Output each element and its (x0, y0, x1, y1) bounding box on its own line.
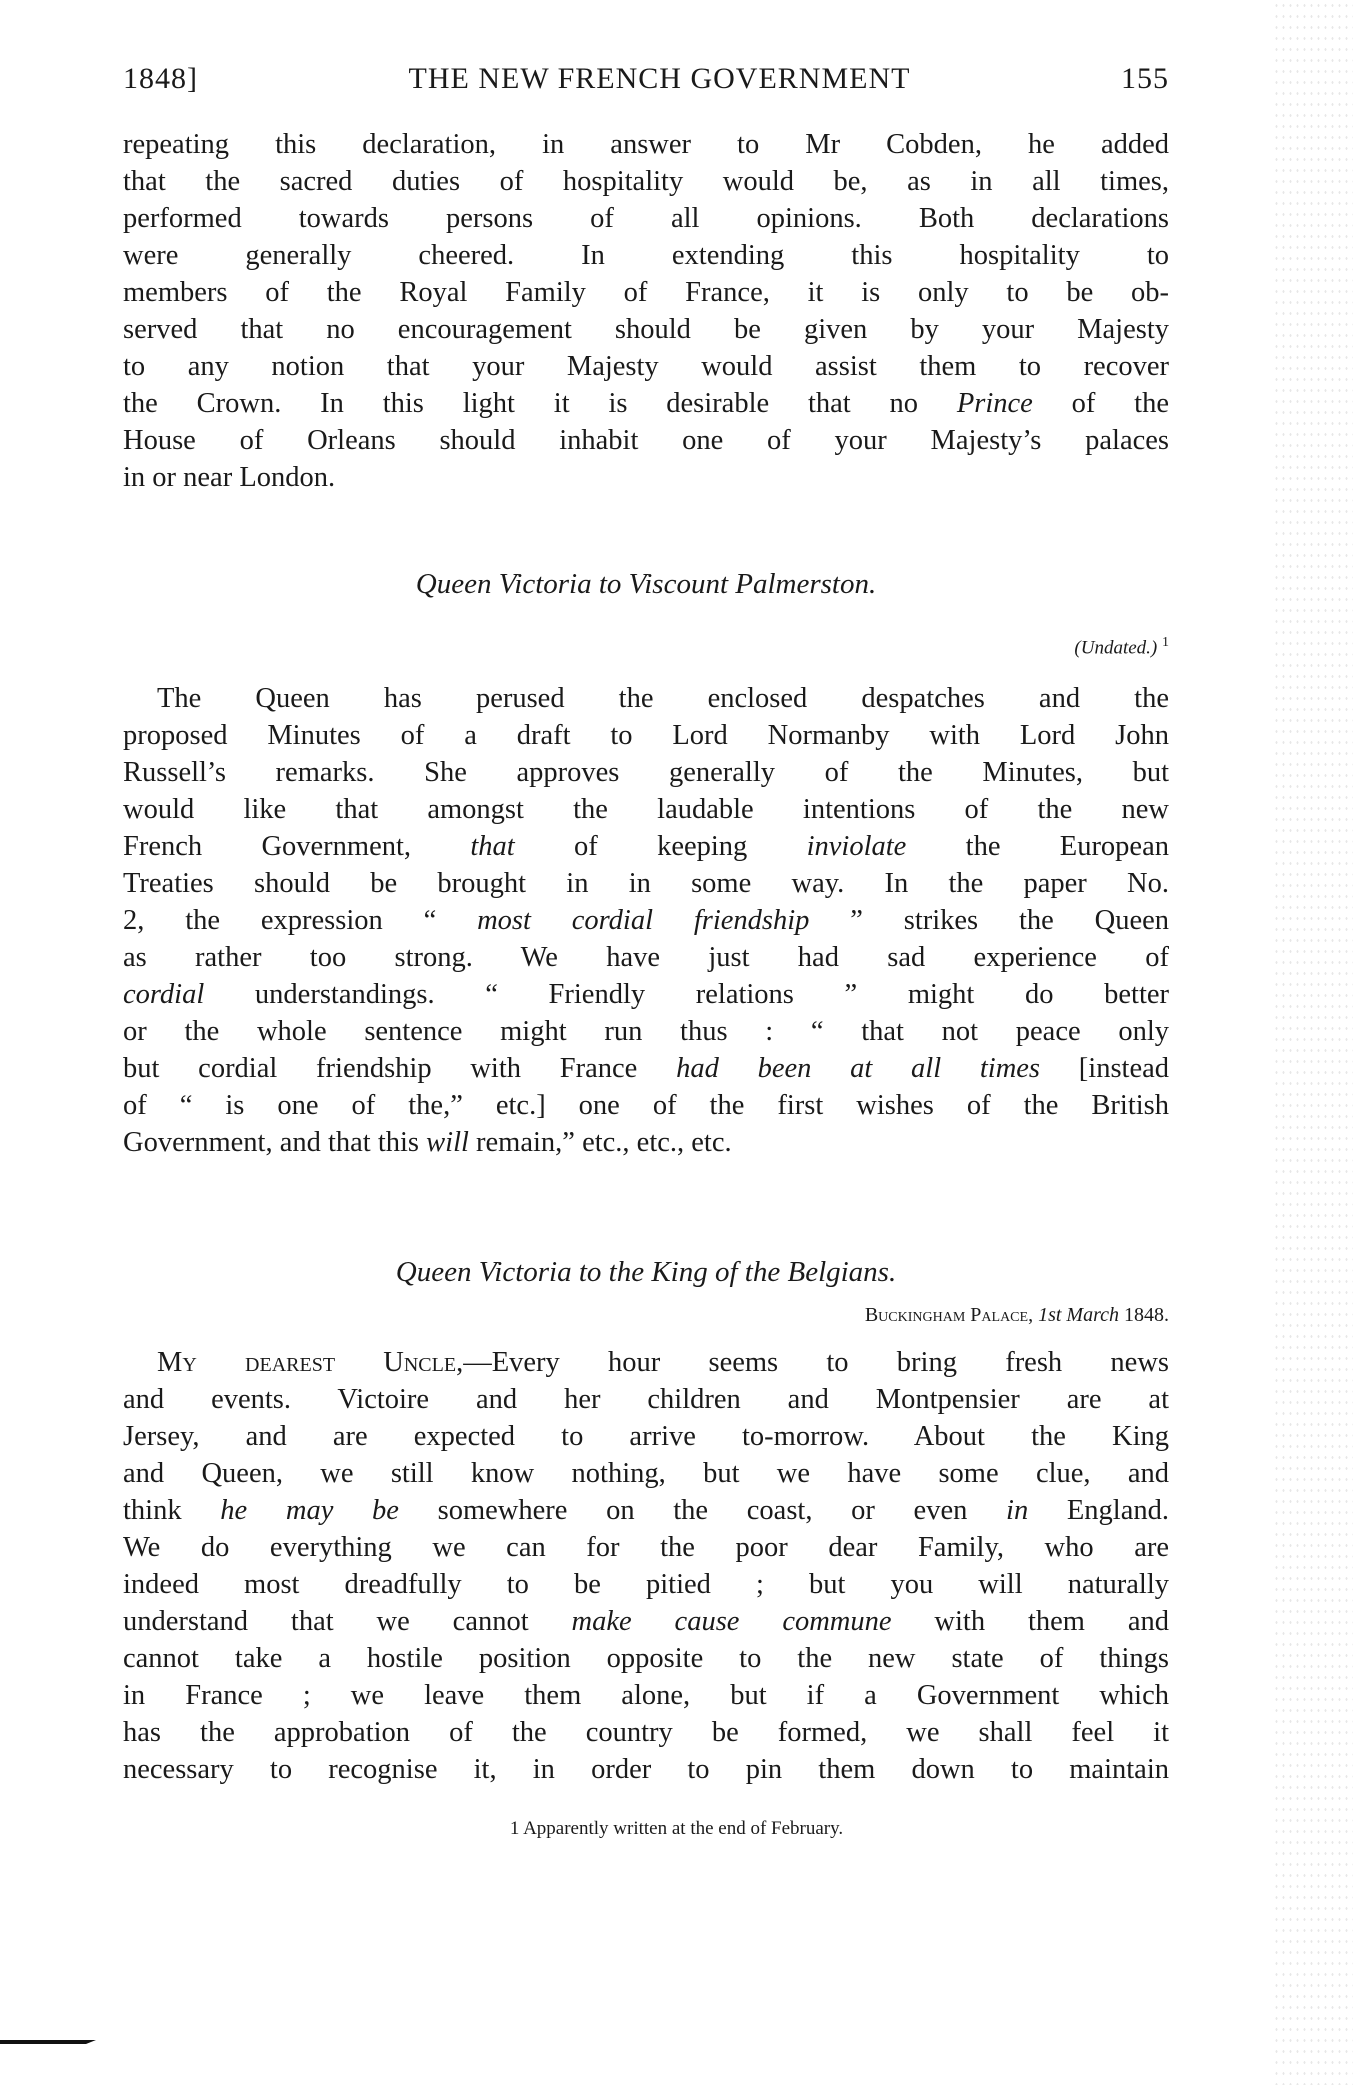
letter-dateline (1074, 635, 1169, 659)
text-segment: understand that we cannot (123, 1606, 572, 1637)
text-line (123, 1344, 1169, 1381)
scan-edge-mark (0, 2040, 96, 2044)
header-title: THE NEW FRENCH GOVERNMENT (408, 62, 911, 95)
text-line (123, 1529, 1169, 1566)
text-segment: ” strikes the Queen (809, 905, 1169, 936)
dateline-text: (Undated.) (1074, 637, 1158, 659)
italic-text: inviolate (806, 831, 907, 862)
footnote-number: 1 (509, 1818, 520, 1839)
footnote-ref: 1 (1162, 635, 1169, 650)
text-segment: the Crown. In this light it is desirable that no (123, 388, 957, 419)
place: Buckingham Palace, (864, 1304, 1034, 1326)
text-segment: of “ is one of the,” etc.] one of the first wishes of the British (123, 1090, 1169, 1121)
text-line (123, 1603, 1169, 1640)
text-line (123, 1714, 1169, 1751)
text-line (123, 1381, 1169, 1418)
footnote-text: Apparently written at the end of February. (523, 1818, 844, 1839)
text-segment: —Every hour seems to bring fresh news (463, 1347, 1169, 1378)
text-segment: in France ; we leave them alone, but if a Government which (123, 1680, 1169, 1711)
text-line (123, 126, 1169, 163)
running-header (123, 62, 1169, 96)
text-line (123, 1492, 1169, 1529)
text-segment: Russell’s remarks. She approves generally of the Minutes, but (123, 757, 1169, 788)
text-segment: Government, and that this (123, 1127, 427, 1158)
text-line (123, 1640, 1169, 1677)
text-segment: that the sacred duties of hospitality would be, as in all times, (123, 166, 1169, 197)
text-line (123, 348, 1169, 385)
text-segment: performed towards persons of all opinions. Both declarations (123, 203, 1169, 234)
text-line (123, 1566, 1169, 1603)
date-month: March (1066, 1304, 1119, 1326)
text-segment: to any notion that your Majesty would assist them to recover (123, 351, 1169, 382)
page-number: 155 (1121, 62, 1169, 95)
text-segment: cannot take a hostile position opposite to the new state of things (123, 1643, 1169, 1674)
text-line (123, 1124, 1169, 1161)
text-segment: with them and (891, 1606, 1170, 1637)
text-segment: We do everything we can for the poor dear Family, who are (123, 1532, 1169, 1563)
text-segment: indeed most dreadfully to be pitied ; but you will naturally (123, 1569, 1169, 1600)
text-line (123, 422, 1169, 459)
text-line (123, 1087, 1169, 1124)
text-segment: remain,” etc., etc., etc. (468, 1127, 732, 1158)
text-line (123, 939, 1169, 976)
text-segment: and events. Victoire and her children and Montpensier are at (123, 1384, 1169, 1415)
footnote (0, 1818, 1353, 1840)
text-line (123, 865, 1169, 902)
letter-heading-palmerston: Queen Victoria to Viscount Palmerston. (415, 568, 877, 600)
text-line (123, 459, 1169, 496)
letter-place-date (865, 1304, 1169, 1327)
date-year: 1848. (1124, 1304, 1169, 1326)
text-line (123, 385, 1169, 422)
text-segment: House of Orleans should inhabit one of your Majesty’s palaces (123, 425, 1169, 456)
text-segment: Jersey, and are expected to arrive to-morrow. About the King (123, 1421, 1169, 1452)
text-segment: and Queen, we still know nothing, but we have some clue, and (123, 1458, 1169, 1489)
text-line (123, 274, 1169, 311)
text-segment: of the (1032, 388, 1169, 419)
text-segment: 2, the expression “ (123, 905, 478, 936)
text-segment: were generally cheered. In extending this hospitality to (123, 240, 1169, 271)
text-line (123, 1455, 1169, 1492)
text-line (123, 200, 1169, 237)
text-segment: or the whole sentence might run thus : “ that not peace only (123, 1016, 1169, 1047)
text-segment: French Government, (123, 831, 471, 862)
text-segment: members of the Royal Family of France, it is only to be ob- (123, 277, 1169, 308)
text-line (123, 237, 1169, 274)
italic-text: that (470, 831, 515, 862)
text-line (123, 717, 1169, 754)
text-segment: repeating this declaration, in answer to Mr Cobden, he added (123, 129, 1169, 160)
date-day: 1st (1038, 1304, 1062, 1326)
text-segment: as rather too strong. We have just had sad experience of (123, 942, 1169, 973)
letter-body-palmerston (123, 680, 1169, 1161)
text-segment: Treaties should be brought in in some way. In the paper No. (123, 868, 1169, 899)
italic-text: had been at all times (676, 1053, 1041, 1084)
text-segment: served that no encouragement should be given by your Majesty (123, 314, 1169, 345)
text-segment: My dearest Uncle, (157, 1347, 464, 1378)
text-line (123, 1751, 1169, 1788)
text-line (123, 1050, 1169, 1087)
text-line (123, 163, 1169, 200)
italic-text: cordial (123, 979, 205, 1010)
text-line (123, 1013, 1169, 1050)
text-segment: but cordial friendship with France (123, 1053, 677, 1084)
italic-text: Prince (956, 388, 1033, 419)
text-line (123, 754, 1169, 791)
text-segment: [instead (1040, 1053, 1169, 1084)
text-segment: necessary to recognise it, in order to pin them down to maintain (123, 1754, 1169, 1785)
text-line (123, 828, 1169, 865)
text-line (123, 311, 1169, 348)
text-line (123, 976, 1169, 1013)
text-segment: would like that amongst the laudable intentions of the new (123, 794, 1169, 825)
header-year: 1848] (123, 62, 198, 95)
text-line (123, 1677, 1169, 1714)
text-segment: the European (906, 831, 1169, 862)
text-line (123, 902, 1169, 939)
letter-heading-belgians: Queen Victoria to the King of the Belgians. (395, 1256, 897, 1288)
letter-body-belgians (123, 1344, 1169, 1788)
scan-noise (1273, 0, 1353, 2085)
italic-text: he may be (220, 1495, 399, 1526)
text-segment: understandings. “ Friendly relations ” might do better (204, 979, 1169, 1010)
italic-text: make cause commune (571, 1606, 892, 1637)
text-segment: The Queen has perused the enclosed despatches and the (157, 683, 1169, 714)
text-segment: think (123, 1495, 221, 1526)
text-segment: somewhere on the coast, or even (398, 1495, 1007, 1526)
text-segment: of keeping (514, 831, 807, 862)
text-line (123, 1418, 1169, 1455)
text-segment: in or near London. (123, 462, 336, 493)
paragraph-continuation (123, 126, 1169, 496)
italic-text: most cordial friendship (477, 905, 810, 936)
italic-text: in (1006, 1495, 1029, 1526)
text-segment: proposed Minutes of a draft to Lord Normanby with Lord John (123, 720, 1169, 751)
text-line (123, 680, 1169, 717)
text-segment: has the approbation of the country be formed, we shall feel it (123, 1717, 1169, 1748)
text-segment: England. (1028, 1495, 1170, 1526)
italic-text: will (426, 1127, 469, 1158)
text-line (123, 791, 1169, 828)
